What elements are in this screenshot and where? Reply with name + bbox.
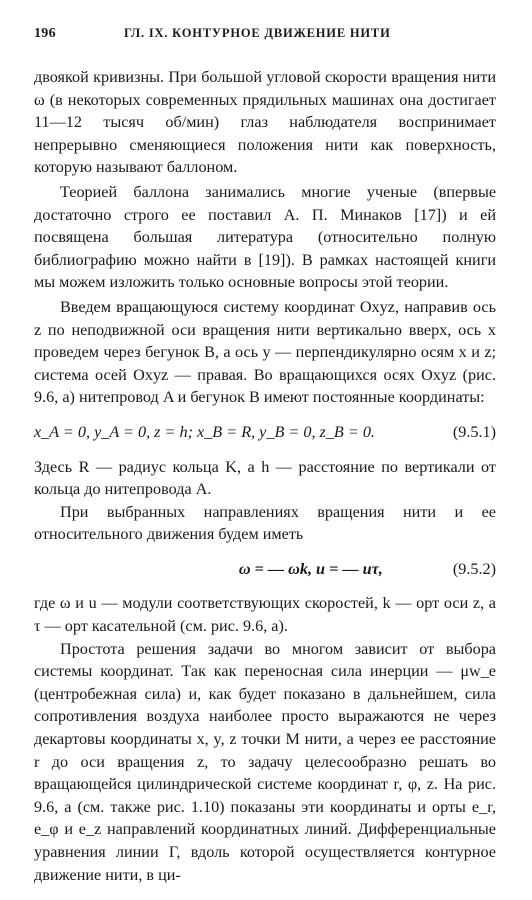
- paragraph-6: где ω и u — модули соответствующих скоростей, k — орт оси z, а τ — орт касательной (см. рис. 9.6, a).: [34, 594, 496, 636]
- paragraph-3: Введем вращающуюся систему координат Oxyz, направив ось z по неподвижной оси вращения нити вертикально вверх, ось x проведем через бегунок B, а ось y — перпендикулярно осям x и z; система осей Oxyz — правая. Во вращающихся осях Oxyz (рис. 9.6, a) нитепровод A и бегунок B имеют постоянные координаты:: [34, 297, 496, 407]
- page-number: 196: [34, 26, 56, 41]
- page-header: [34, 26, 498, 48]
- paragraph-7: Простота решения задачи во многом зависит от выбора системы координат. Так как переносная сила инерции — μw_e (центробежная сила) и, как будет показано в дальнейшем, сила сопротивления воздуха наиболее просто выражаются не через декартовы координаты x, y, z точки M нити, а через ее расстояние r до оси вращения z, то задачу целесообразно решать во вращающейся цилиндрической системе координат r, φ, z. На рис. 9.6, a (см. также рис. 1.10) показаны эти координаты и орты e_r, e_φ и e_z направлений координатных линий. Дифференциальные уравнения линии Г, вдоль которой осуществляется контурное движение нити, в ци-: [34, 639, 496, 884]
- paragraph-5: При выбранных направлениях вращения нити и ее относительного движения будем иметь: [34, 502, 496, 544]
- equation-number: (9.5.2): [452, 559, 496, 578]
- page-body: [34, 66, 496, 886]
- equation-body: x_A = 0, y_A = 0, z = h; x_B = R, y_B = 0, z_B = 0.: [34, 422, 375, 441]
- paragraph-2: Теорией баллона занимались многие ученые (впервые достаточно строго ее поставил А. П. Минаков [17]) и ей посвящена большая литература (относительно полную библиографию можно найти в [19]). В рамках настоящей книги мы можем изложить только основные вопросы этой теории.: [34, 182, 496, 292]
- equation-body: ω = — ωk, u = — uτ,: [238, 559, 383, 578]
- paragraph-1: двоякой кривизны. При большой угловой скорости вращения нити ω (в некоторых современных прядильных машинах она достигает 11—12 тысяч об/мин) глаз наблюдателя воспринимает непрерывно сменяющиеся положения нити как поверхность, которую называют баллоном.: [34, 68, 496, 177]
- equation-9-5-1: [34, 421, 496, 444]
- paragraph-4: Здесь R — радиус кольца K, а h — расстояние по вертикали от кольца до нитепровода A.: [34, 457, 496, 499]
- running-title: ГЛ. IX. КОНТУРНОЕ ДВИЖЕНИЕ НИТИ: [124, 26, 391, 40]
- equation-9-5-2: [34, 558, 496, 581]
- equation-number: (9.5.1): [452, 422, 496, 441]
